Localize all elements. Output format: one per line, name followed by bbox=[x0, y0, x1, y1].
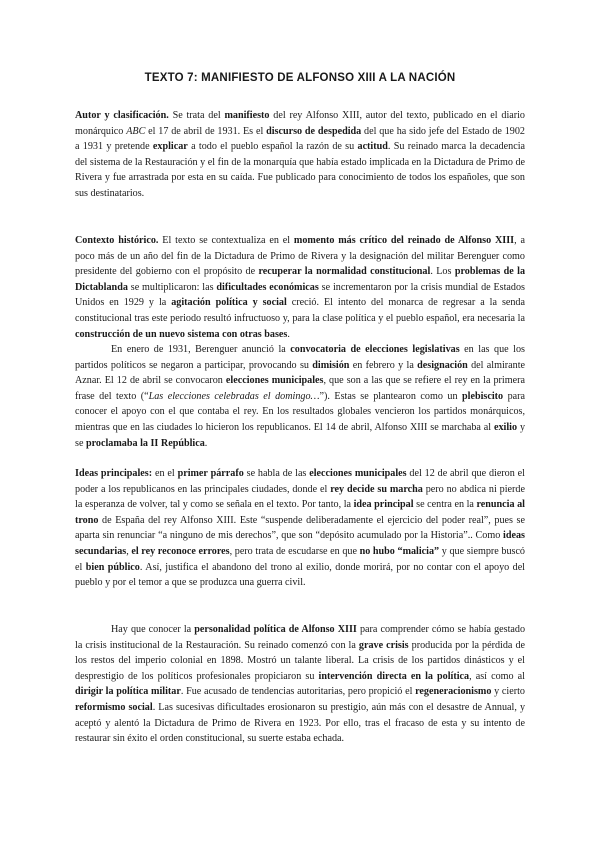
bold-text: no hubo “malicia” bbox=[359, 545, 440, 557]
italic-text: Las elecciones celebradas el domingo… bbox=[148, 390, 320, 402]
bold-text: idea principal bbox=[353, 499, 414, 511]
text-run: a todo el pueblo español la razón de su bbox=[187, 141, 358, 153]
bold-text: explicar bbox=[152, 141, 188, 153]
text-run: Se trata del bbox=[168, 110, 225, 121]
bold-text: designación bbox=[417, 359, 468, 371]
italic-text: ABC bbox=[126, 125, 146, 137]
text-run: producida por la pérdida de los restos del imperio colonial en 1898. Mostró un talante liberal. La crisis de los partidos dinásticos y el desprestigio de los políticos profesionales propiciaron su bbox=[75, 639, 526, 682]
bold-text: plebiscito bbox=[462, 390, 504, 402]
text-run: , así como al bbox=[469, 670, 525, 682]
paragraph-elections bbox=[75, 342, 525, 451]
text-run: para conocer el apoyo con el que contaba el rey. En los resultados globales vencieron los partidos monárquicos, mientras que en las ciudades lo hicieron los republicanos. El 14 de abril, Alfonso XIII se marchaba al bbox=[75, 390, 525, 433]
text-run: , bbox=[126, 545, 132, 557]
page-title: TEXTO 7: MANIFIESTO DE ALFONSO XIII A LA NACIÓN bbox=[144, 72, 456, 84]
text-run: . Las sucesivas dificultades erosionaron su prestigio, aún más con el desastre de Annual, y aceptó y alentó la Dictadura de Primo de Rivera en 1923. Por ello, tras el fracaso de esta y su intento de restaurar sin éxito el orden constitucional, su suerte estaba echada. bbox=[75, 701, 526, 745]
paragraph-author bbox=[75, 108, 525, 202]
bold-text: grave crisis bbox=[358, 639, 409, 651]
text-run: en las que los partidos políticos se negaron a participar, provocando su bbox=[75, 344, 525, 371]
bold-text: convocatoria de elecciones legislativas bbox=[290, 344, 460, 355]
text-run: Hay que conocer la bbox=[111, 624, 195, 635]
text-run: ”). Estas se plantearon como un bbox=[319, 390, 462, 402]
text-run: para comprender cómo se había gestado la crisis institucional de la Restauración. Su reinado comenzó con la bbox=[75, 624, 526, 651]
bold-text: Autor y clasificación. bbox=[75, 110, 169, 121]
bold-text: Ideas principales: bbox=[75, 468, 153, 479]
text-run: . Fue acusado de tendencias autoritarias, pero propició el bbox=[180, 686, 416, 698]
bold-text: recuperar la normalidad constitucional bbox=[258, 266, 431, 278]
text-run: El texto se contextualiza en el bbox=[158, 235, 294, 246]
bold-text: reformismo social bbox=[75, 701, 153, 713]
text-run: . bbox=[204, 437, 208, 449]
bold-text: renuncia al trono bbox=[75, 499, 525, 526]
text-run: en el bbox=[152, 468, 178, 479]
bold-text: intervención directa en la política bbox=[318, 670, 470, 682]
bold-text: dimisión bbox=[312, 359, 350, 371]
bold-text: personalidad política de Alfonso XIII bbox=[194, 624, 357, 635]
text-run: En enero de 1931, Berenguer anunció la bbox=[111, 344, 291, 355]
text-run: del rey Alfonso XIII, autor del texto, publicado en el diario monárquico bbox=[75, 110, 525, 137]
bold-text: exilio bbox=[494, 421, 518, 433]
text-run: , que son a las que se refiere el rey en la primera frase del texto (“ bbox=[75, 375, 525, 402]
paragraph-personality bbox=[75, 622, 525, 747]
bold-text: construcción de un nuevo sistema con otras bases bbox=[75, 328, 288, 340]
text-run: y cierto bbox=[491, 686, 525, 698]
bold-text: momento más crítico del reinado de Alfonso XIII bbox=[293, 235, 515, 246]
bold-text: elecciones municipales bbox=[225, 375, 324, 387]
text-run: pero no abdica ni pierde la esperanza de volver, tal y como se señala en el texto. Por tanto, la bbox=[75, 483, 525, 511]
bold-text: primer párrafo bbox=[177, 468, 244, 479]
text-run: en febrero y la bbox=[349, 359, 418, 371]
text-run: . bbox=[287, 328, 290, 340]
text-run: y que siempre buscó el bbox=[75, 545, 525, 573]
bold-text: actitud bbox=[357, 141, 388, 153]
text-run: de España del rey Alfonso XIII. Este “suspende deliberadamente el ejercicio del poder real”, pues se aparta sin renunciar “a ninguno de mis derechos”, que son “depósito acumulado por la Historia”.. Como bbox=[75, 514, 525, 542]
text-run: creció. El intento del monarca de regresar a la senda constitucional tras este periodo resultó infructuoso y, para la clase política y el pueblo español, era necesaria la bbox=[75, 297, 525, 324]
text-run: del almirante Aznar. El 12 de abril se convocaron bbox=[75, 359, 526, 387]
text-run: , a poco más de un año del fin de la Dictadura de Primo de Rivera y la designación del militar Berenguer como presidente del gobierno con el propósito de bbox=[75, 235, 525, 278]
bold-text: Contexto histórico. bbox=[75, 235, 159, 246]
bold-text: regeneracionismo bbox=[415, 686, 492, 698]
paragraph-ideas bbox=[75, 466, 525, 591]
text-run: del que ha sido jefe del Estado de 1902 a 1931 y pretende bbox=[75, 125, 525, 153]
bold-text: problemas de la Dictablanda bbox=[75, 266, 526, 293]
bold-text: el rey reconoce errores bbox=[131, 545, 230, 557]
bold-text: dificultades económicas bbox=[216, 281, 319, 293]
bold-text: manifiesto bbox=[224, 110, 270, 121]
bold-text: bien público bbox=[85, 561, 140, 573]
text-run: se multiplicaron: las bbox=[127, 281, 217, 293]
bold-text: elecciones municipales bbox=[309, 468, 407, 479]
text-run: . Así, justifica el abandono del trono al exilio, donde morirá, por no contar con el apoyo del pueblo y por el temor a que se produzca una guerra civil. bbox=[75, 561, 525, 589]
bold-text: rey decide su marcha bbox=[330, 483, 423, 495]
text-run: y se bbox=[75, 421, 526, 449]
bold-text: discurso de despedida bbox=[266, 125, 362, 137]
text-run: el 17 de abril de 1931. Es el bbox=[145, 125, 267, 137]
bold-text: ideas secundarias bbox=[75, 530, 525, 557]
text-run: se incrementaron por la crisis mundial de Estados Unidos en 1929 y la bbox=[75, 281, 525, 309]
text-run: se centra en la bbox=[413, 499, 477, 511]
bold-text: agitación política y social bbox=[171, 297, 287, 309]
bold-text: dirigir la política militar bbox=[75, 686, 181, 698]
text-run: , pero trata de escudarse en que bbox=[229, 545, 360, 557]
paragraph-context bbox=[75, 233, 525, 342]
text-run: . Su reinado marca la decadencia del sistema de la Restauración y el fin de la monarquía que había estado implicada en la Dictadura de Primo de Rivera y fue arrastrada por esta en su caída. Fue publicado para conocimiento de todos los españoles, que son sus destinatarios. bbox=[75, 141, 525, 199]
text-run: del 12 de abril que dieron el poder a los republicanos en las principales ciudades, donde el bbox=[75, 468, 525, 495]
text-run: se habla de las bbox=[243, 468, 310, 479]
bold-text: proclamaba la II República bbox=[85, 437, 205, 449]
text-run: . Los bbox=[430, 266, 455, 278]
